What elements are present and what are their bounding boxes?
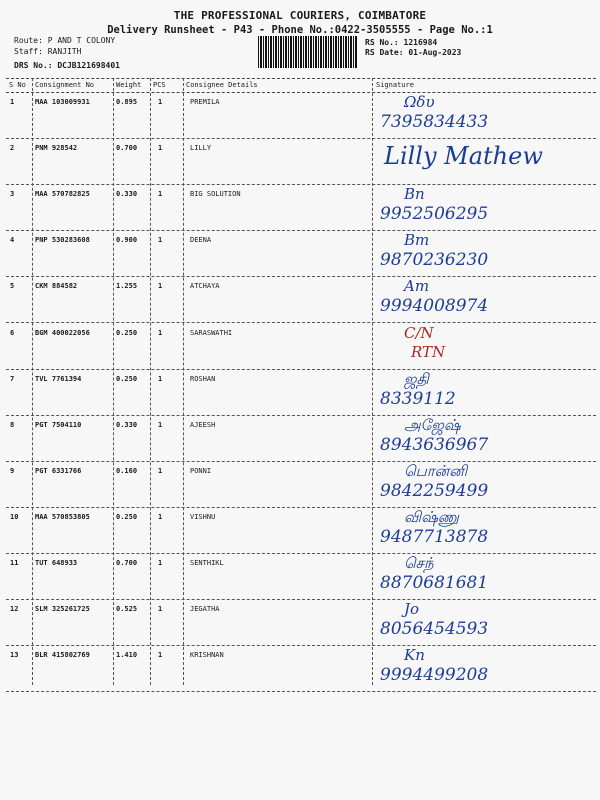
cell-sno: 2 [10, 144, 15, 153]
cell-consignment: BLR 415802769 [35, 651, 90, 660]
cell-sno: 3 [10, 190, 15, 199]
signature-mark: Bn [404, 185, 425, 204]
cell-weight: 0.250 [116, 374, 138, 383]
cell-sno: 6 [10, 328, 15, 337]
signature-phone: 8056454593 [380, 619, 489, 640]
cell-consignment: TVL 7761394 [35, 374, 82, 383]
table-row [6, 184, 596, 231]
signature-phone: 8943636967 [380, 434, 489, 455]
rs-date: RS Date: 01-Aug-2023 [365, 48, 462, 57]
cell-pcs: 1 [158, 282, 163, 291]
cell-sno: 12 [10, 605, 19, 614]
signature-mark: Lilly Mathew [384, 142, 543, 171]
cell-sno: 10 [10, 512, 19, 521]
signature-mark: பொன்னி [404, 461, 468, 480]
cell-consignment: MAA 570782825 [35, 190, 90, 199]
col-signature: Signature [376, 81, 414, 89]
cell-pcs: 1 [158, 651, 163, 660]
col-sno: S No [9, 81, 26, 89]
cell-details: SARASWATHI [190, 328, 233, 337]
table-row [6, 369, 596, 416]
cell-sno: 8 [10, 420, 15, 429]
cell-details: AJEESH [190, 420, 216, 429]
cell-details: ATCHAYA [190, 282, 220, 291]
cell-weight: 0.900 [116, 236, 138, 245]
col-details: Consignee Details [186, 81, 258, 89]
cell-weight: 0.700 [116, 144, 138, 153]
signature-mark: ஜதி [404, 369, 429, 388]
signature-phone: 9994008974 [380, 296, 489, 317]
signature-mark: செந் [404, 554, 434, 572]
table-row [6, 415, 596, 462]
signature-phone: 8339112 [380, 388, 456, 409]
cell-pcs: 1 [158, 605, 163, 614]
rs-number: RS No.: 1216984 [365, 38, 438, 47]
cell-pcs: 1 [158, 98, 163, 106]
signature-phone: RTN [411, 342, 446, 361]
column-divider [372, 78, 373, 685]
signature-phone: 9994499208 [380, 665, 489, 686]
cell-sno: 4 [10, 236, 15, 245]
signature-mark: C/N [404, 323, 434, 342]
cell-consignment: CKM 884582 [35, 282, 78, 291]
cell-pcs: 1 [158, 190, 163, 199]
table-row [6, 599, 596, 646]
signature-mark: Kn [404, 646, 425, 665]
column-divider [150, 78, 151, 685]
cell-consignment: PGT 6331766 [35, 466, 82, 475]
table-header [6, 78, 596, 93]
cell-consignment: PGT 7504110 [35, 420, 82, 429]
signature-phone: 7395834433 [380, 112, 489, 132]
cell-pcs: 1 [158, 512, 163, 521]
cell-consignment: BGM 400022056 [35, 328, 90, 337]
cell-details: DEENA [190, 236, 212, 245]
cell-pcs: 1 [158, 559, 163, 567]
signature-mark: Ωδυ [404, 93, 435, 111]
cell-pcs: 1 [158, 328, 163, 337]
cell-sno: 1 [10, 98, 15, 106]
table-row [6, 92, 596, 139]
cell-sno: 9 [10, 466, 15, 475]
table-row [6, 461, 596, 508]
signature-mark: அஜேஷ் [404, 415, 461, 434]
signature-phone: 9952506295 [380, 204, 489, 225]
column-divider [32, 78, 33, 685]
col-pcs: PCS [153, 81, 166, 89]
cell-weight: 0.700 [116, 559, 138, 567]
cell-consignment: PNP 530283608 [35, 236, 90, 245]
cell-pcs: 1 [158, 374, 163, 383]
cell-weight: 1.410 [116, 651, 138, 660]
cell-details: BIG SOLUTION [190, 190, 241, 199]
cell-pcs: 1 [158, 144, 163, 153]
cell-pcs: 1 [158, 420, 163, 429]
cell-pcs: 1 [158, 466, 163, 475]
signature-mark: விஷ்ணு [404, 507, 459, 526]
cell-sno: 7 [10, 374, 15, 383]
cell-sno: 13 [10, 651, 19, 660]
table-row [6, 645, 596, 692]
table-row [6, 553, 596, 600]
cell-details: LILLY [190, 144, 212, 153]
barcode-image [258, 36, 358, 68]
signature-mark: Bm [404, 231, 430, 250]
cell-weight: 0.250 [116, 328, 138, 337]
cell-weight: 1.255 [116, 282, 138, 291]
column-divider [113, 78, 114, 685]
cell-details: ROSHAN [190, 374, 216, 383]
cell-pcs: 1 [158, 236, 163, 245]
cell-details: PREMILA [190, 98, 220, 106]
cell-consignment: SLM 325261725 [35, 605, 90, 614]
column-divider [183, 78, 184, 685]
cell-details: PONNI [190, 466, 212, 475]
signature-phone: 9842259499 [380, 480, 489, 501]
cell-weight: 0.250 [116, 512, 138, 521]
cell-details: KRISHNAN [190, 651, 224, 660]
table-row [6, 507, 596, 554]
cell-consignment: MAA 570853805 [35, 512, 90, 521]
cell-weight: 0.330 [116, 190, 138, 199]
runsheet-title: Delivery Runsheet - P43 - Phone No.:0422-3505555 - Page No.:1 [107, 24, 493, 36]
col-consignment: Consignment No [35, 81, 95, 89]
cell-weight: 0.525 [116, 605, 138, 614]
cell-weight: 0.330 [116, 420, 138, 429]
cell-details: JEGATHA [190, 605, 220, 614]
drs-number: DRS No.: DCJB121698401 [14, 61, 120, 70]
route-label: Route: P AND T COLONY [14, 36, 116, 45]
signature-mark: Am [404, 277, 430, 296]
company-name: THE PROFESSIONAL COURIERS, COIMBATORE [173, 9, 427, 22]
cell-sno: 5 [10, 282, 15, 291]
table-row [6, 230, 596, 277]
staff-label: Staff: RANJITH [14, 47, 82, 56]
cell-consignment: MAA 103009931 [35, 98, 90, 106]
cell-consignment: PNM 928542 [35, 144, 78, 153]
cell-details: VISHNU [190, 512, 216, 521]
table-row [6, 323, 596, 370]
signature-phone: 9487713878 [380, 526, 489, 547]
cell-sno: 11 [10, 559, 19, 567]
cell-weight: 0.160 [116, 466, 138, 475]
cell-details: SENTHIKL [190, 559, 224, 567]
table-row [6, 138, 596, 185]
signature-phone: 8870681681 [380, 573, 489, 593]
cell-consignment: TUT 648933 [35, 559, 78, 567]
col-weight: Weight [116, 81, 142, 89]
signature-mark: Jo [404, 600, 420, 619]
table-row [6, 276, 596, 323]
signature-phone: 9870236230 [380, 250, 489, 271]
cell-weight: 0.895 [116, 98, 138, 106]
